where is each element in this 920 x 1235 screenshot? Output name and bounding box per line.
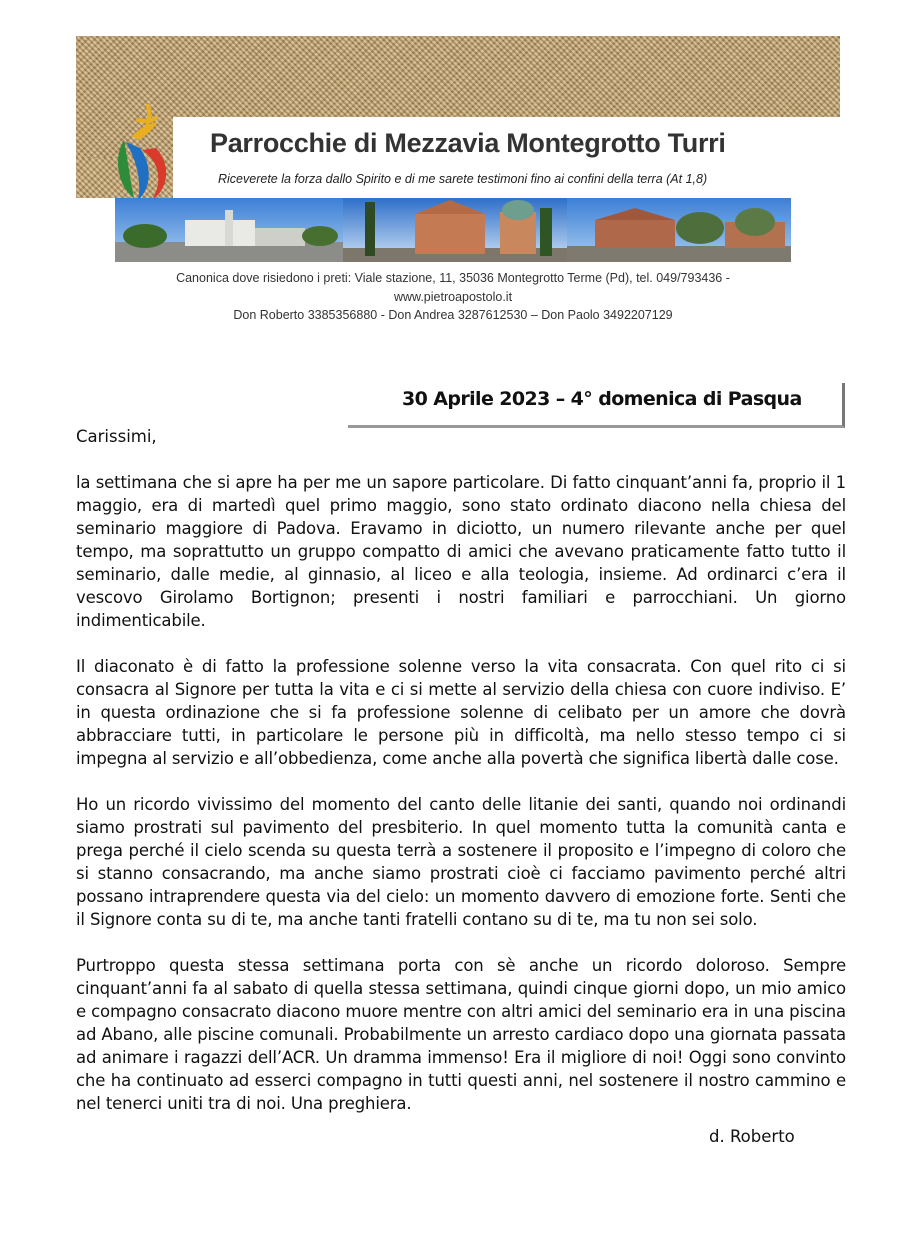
- letter-greeting: Carissimi,: [76, 427, 157, 446]
- church-photos-strip: [115, 198, 791, 262]
- letter-paragraph-3: Ho un ricordo vivissimo del momento del canto delle litanie dei santi, quando noi ordinandi siamo prostrati sul pavimento del presbiterio. In quel momento tutta la comunità canta e prega perché il cielo scenda su questa terrà a sostenere il proposito e l’impegno di coloro che si stanno consacrando, ma anche siamo prostrati cioè ci facciamo pavimento perché altri possano intraprendere questa via del cielo: un momento davvero di emozione forte. Senti che il Signore conta su di te, ma anche tanti fratelli contano su di te, ma tu non sei solo.: [76, 795, 846, 929]
- photo-brick-church: [567, 198, 791, 262]
- photo-modern-church: [115, 198, 343, 262]
- contact-priests-phones: Don Roberto 3385356880 - Don Andrea 3287612530 – Don Paolo 3492207129: [233, 308, 673, 322]
- letter-body: [76, 422, 846, 1115]
- contact-address: Canonica dove risiedono i preti: Viale stazione, 11, 35036 Montegrotto Terme (Pd), tel. 049/793436 -: [176, 271, 730, 285]
- parish-motto: Riceverete la forza dallo Spirito e di me sarete testimoni fino ai confini della terra (At 1,8): [218, 172, 708, 186]
- date-heading: 30 Aprile 2023 – 4° domenica di Pasqua: [402, 388, 802, 410]
- letter-paragraph-2: Il diaconato è di fatto la professione solenne verso la vita consacrata. Con quel rito ci si consacra al Signore per tutta la vita e ci si mette al servizio della chiesa con cuore indiviso. E’ in questa ordinazione che si fa professione solenne di celibato per un amore che dovrà abbracciare tutti, in particolare le persone più in difficoltà, ma nello stesso tempo ci si impegna al servizio e all’obbedienza, come anche alla povertà che significa libertà dalle cose.: [76, 657, 846, 768]
- parish-title: Parrocchie di Mezzavia Montegrotto Turri: [210, 128, 726, 158]
- letter-paragraph-1: la settimana che si apre ha per me un sapore particolare. Di fatto cinquant’anni fa, proprio il 1 maggio, era di martedì quel primo maggio, sono stato ordinato diacono nella chiesa del seminario maggiore di Padova. Eravamo in diciotto, un numero rilevante anche per quel tempo, ma soprattutto un gruppo compatto di amici che avevano praticamente fatto tutto il seminario, dalle medie, al ginnasio, al liceo e alla teologia, insieme. Ad ordinarci c’era il vescovo Girolamo Bortignon; presenti i nostri familiari e parrocchiani. Un giorno indimenticabile.: [76, 473, 846, 630]
- parish-logo: [112, 100, 178, 210]
- contact-website[interactable]: www.pietroapostolo.it: [393, 290, 513, 304]
- letter-signature: d. Roberto: [709, 1127, 795, 1146]
- photo-domed-church: [343, 198, 567, 262]
- letter-paragraph-4: Purtroppo questa stessa settimana porta con sè anche un ricordo doloroso. Sempre cinquant’anni fa al sabato di quella stessa settimana, quindi cinque giorni dopo, un mio amico e compagno consacrato diacono muore mentre con altri amici del seminario era in una piscina ad Abano, alle piscine comunali. Probabilmente un arresto cardiaco dopo una giornata passata ad animare i ragazzi dell’ACR. Un dramma immenso! Era il migliore di noi! Oggi sono convinto che ha continuato ad esserci compagno in tutti questi anni, nel sostenere il nostro cammino e nel tenerci uniti tra di noi. Una preghiera.: [76, 956, 846, 1113]
